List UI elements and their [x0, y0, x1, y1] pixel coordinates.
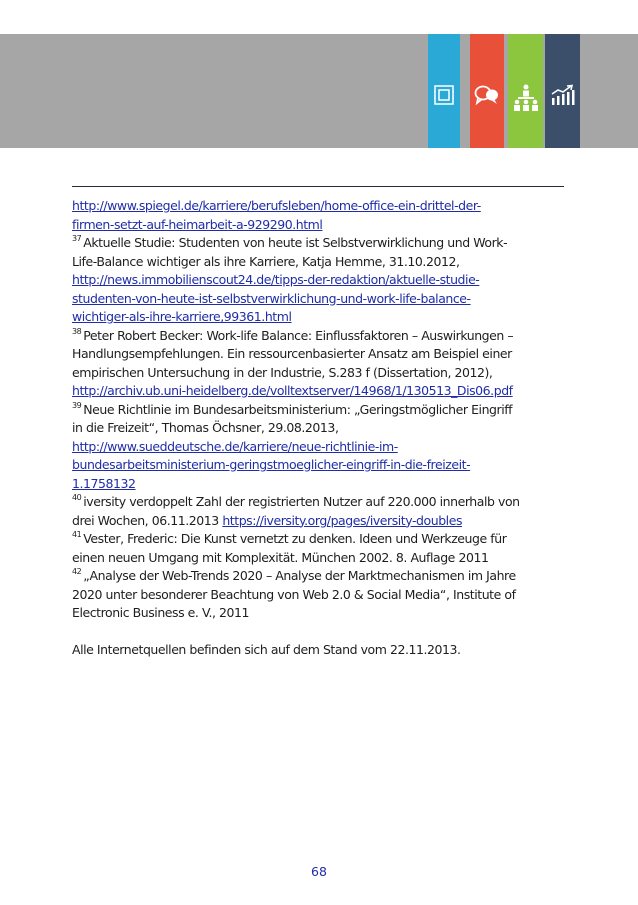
footnote-text: iversity verdoppelt Zahl der registrierten Nutzer auf 220.000 innerhalb von — [83, 494, 520, 509]
footnote-39 — [72, 401, 567, 420]
chip-icon — [433, 84, 455, 106]
footnote-text: einen neuen Umgang mit Komplexität. München 2002. 8. Auflage 2011 — [72, 549, 489, 565]
footnotes-block — [72, 197, 567, 659]
header-tile-speech — [470, 34, 504, 148]
footnote-link-sueddeutsche[interactable]: http://www.sueddeutsche.de/karriere/neue-richtlinie-im- — [72, 438, 398, 454]
footnote-text: Electronic Business e. V., 2011 — [72, 605, 250, 620]
footnote-number: 37 — [72, 234, 82, 243]
header-tile-presenter — [508, 34, 543, 148]
sources-note: Alle Internetquellen befinden sich auf dem Stand vom 22.11.2013. — [72, 641, 461, 657]
footnote-text: 2020 unter besonderer Beachtung von Web 2.0 & Social Media“, Institute of — [72, 586, 516, 602]
footnote-link-immobilienscout-cont[interactable]: studenten-von-heute-ist-selbstverwirklichung-und-work-life-balance- — [72, 290, 471, 306]
footnote-40 — [72, 493, 567, 512]
footnote-link-sueddeutsche-end[interactable]: 1.1758132 — [72, 475, 136, 491]
footnote-text: Handlungsempfehlungen. Ein ressourcenbasierter Ansatz am Beispiel einer — [72, 346, 512, 361]
footnote-text: in die Freizeit“, Thomas Öchsner, 29.08.2013, — [72, 420, 339, 435]
footnote-separator — [72, 186, 564, 187]
footnote-number: 41 — [72, 530, 82, 539]
footnote-text: drei Wochen, 06.11.2013 — [72, 512, 219, 528]
presenter-group-icon — [512, 84, 540, 112]
footnote-link-spiegel[interactable]: http://www.spiegel.de/karriere/berufsleben/home-office-ein-drittel-der- — [72, 198, 481, 213]
footnote-link-iversity[interactable]: https://iversity.org/pages/iversity-doubles — [222, 512, 463, 528]
footnote-number: 39 — [72, 400, 82, 410]
footnote-text: Neue Richtlinie im Bundesarbeitsministerium: „Geringstmöglicher Eingriff — [83, 401, 513, 417]
footnote-text: „Analyse der Web-Trends 2020 – Analyse der Marktmechanismen im Jahre — [83, 568, 516, 583]
footnote-text: empirischen Untersuchung in der Industrie, S.283 f (Dissertation, 2012), — [72, 364, 493, 380]
growth-chart-icon — [550, 84, 576, 106]
header-tile-chart — [545, 34, 580, 148]
speech-bubbles-icon — [474, 84, 500, 106]
footnote-42 — [72, 567, 567, 586]
footnote-37 — [72, 234, 567, 253]
footnote-text: Peter Robert Becker: Work-life Balance: Einflussfaktoren – Auswirkungen – — [83, 327, 514, 343]
footnote-link-immobilienscout-end[interactable]: wichtiger-als-ihre-karriere,99361.html — [72, 309, 292, 324]
footnote-text: Vester, Frederic: Die Kunst vernetzt zu denken. Ideen und Werkzeuge für — [83, 531, 507, 546]
footnote-41 — [72, 530, 567, 549]
footnote-link-heidelberg[interactable]: http://archiv.ub.uni-heidelberg.de/volltextserver/14968/1/130513_Dis06.pdf — [72, 383, 513, 398]
header-tile-chip — [428, 34, 460, 148]
footnote-link-sueddeutsche-cont[interactable]: bundesarbeitsministerium-geringstmoeglicher-eingriff-in-die-freizeit- — [72, 457, 471, 472]
footnote-number: 42 — [72, 567, 82, 576]
page-number: 68 — [311, 864, 327, 879]
footnote-number: 38 — [72, 326, 82, 336]
footnote-link-spiegel-cont[interactable]: firmen-setzt-auf-heimarbeit-a-929290.html — [72, 216, 323, 232]
footnote-link-immobilienscout[interactable]: http://news.immobilienscout24.de/tipps-der-redaktion/aktuelle-studie- — [72, 272, 480, 287]
spacer — [72, 623, 567, 641]
footnote-text: Life-Balance wichtiger als ihre Karriere, Katja Hemme, 31.10.2012, — [72, 253, 460, 269]
footnote-text: Aktuelle Studie: Studenten von heute ist Selbstverwirklichung und Work- — [83, 235, 508, 250]
footnote-38 — [72, 327, 567, 346]
footnote-number: 40 — [72, 493, 82, 502]
